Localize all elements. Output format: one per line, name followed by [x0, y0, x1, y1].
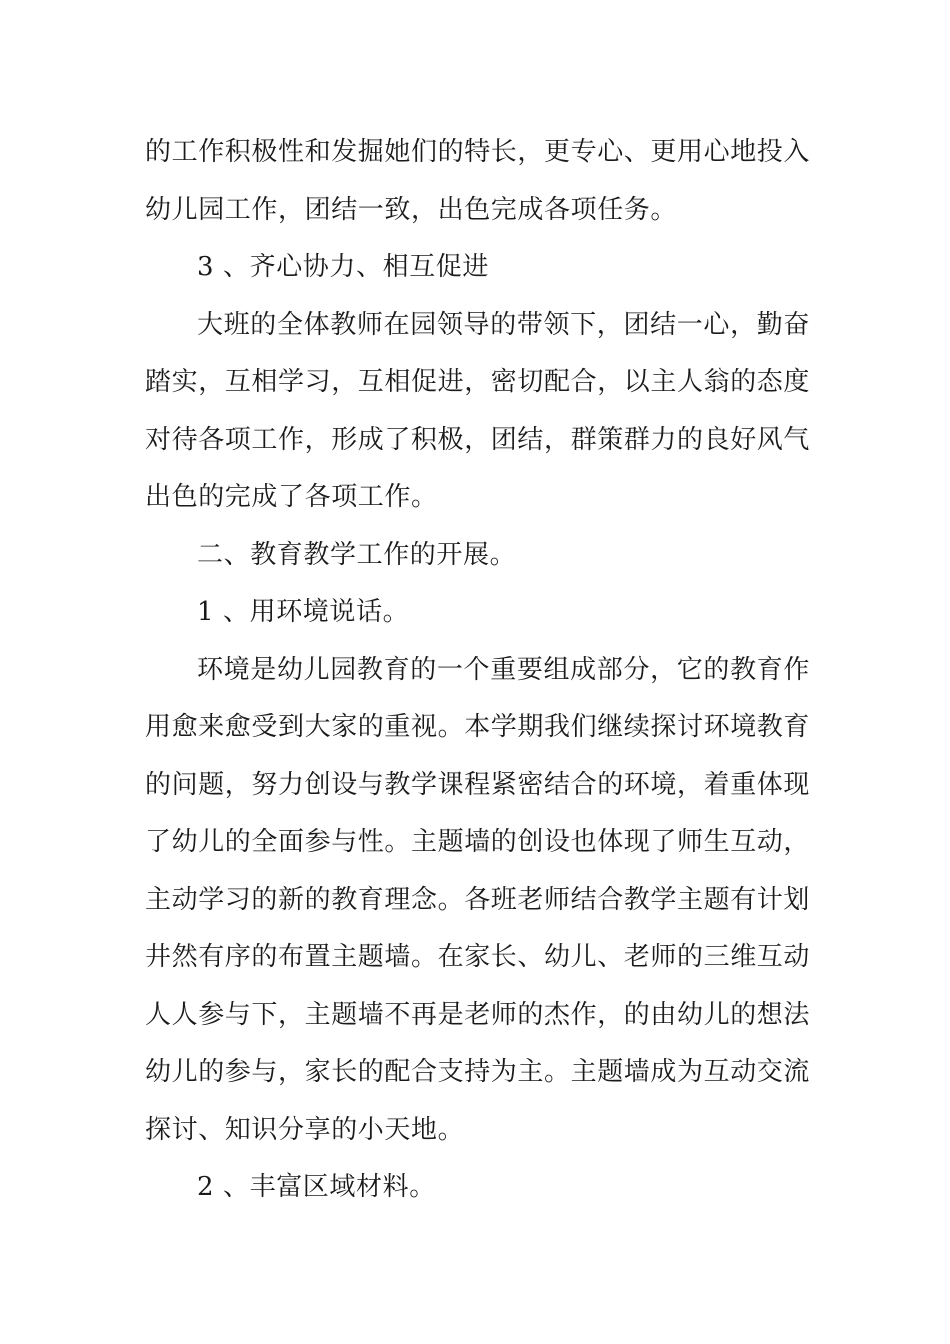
heading-text: 1 、用环境说话。 — [197, 597, 410, 627]
text-line: 大班的全体教师在园领导的带领下，团结一心，勤奋 — [197, 309, 810, 340]
paragraph-environment — [145, 642, 810, 1160]
section-heading-two — [145, 527, 810, 585]
text-line: 幼儿的参与，家长的配合支持为主。主题墙成为互动交流 — [145, 1057, 811, 1087]
heading-text: 二、教育教学工作的开展。 — [197, 539, 517, 570]
section-heading-3 — [145, 239, 810, 297]
text-line: 的问题，努力创设与教学课程紧密结合的环境，着重体现 — [145, 769, 811, 800]
heading-text: 2 、丰富区域材料。 — [197, 1172, 436, 1202]
text-line: 环境是幼儿园教育的一个重要组成部分，它的教育作 — [197, 654, 810, 685]
text-line: 对待各项工作，形成了积极，团结，群策群力的良好风气 — [145, 424, 811, 455]
text-line: 出色的完成了各项工作。 — [145, 482, 438, 512]
text-line: 踏实，互相学习，互相促进，密切配合，以主人翁的态度 — [145, 367, 811, 397]
text-line: 幼儿园工作，团结一致，出色完成各项任务。 — [145, 194, 678, 225]
section-heading-2-2 — [145, 1159, 810, 1217]
text-line: 井然有序的布置主题墙。在家长、幼儿、老师的三维互动 — [145, 942, 811, 972]
text-line: 了幼儿的全面参与性。主题墙的创设也体现了师生互动， — [145, 827, 811, 857]
section-heading-2-1 — [145, 584, 810, 642]
text-line: 的工作积极性和发掘她们的特长，更专心、更用心地投入 — [145, 137, 811, 167]
paragraph-continuation — [145, 124, 810, 239]
text-line: 人人参与下，主题墙不再是老师的杰作，的由幼儿的想法 — [145, 999, 811, 1030]
document-body — [145, 124, 810, 1217]
text-line: 探讨、知识分享的小天地。 — [145, 1114, 465, 1145]
paragraph-teamwork — [145, 297, 810, 527]
heading-text: 3 、齐心协力、相互促进 — [197, 252, 490, 282]
text-line: 主动学习的新的教育理念。各班老师结合教学主题有计划 — [145, 884, 811, 915]
text-line: 用愈来愈受到大家的重视。本学期我们继续探讨环境教育 — [145, 712, 811, 742]
